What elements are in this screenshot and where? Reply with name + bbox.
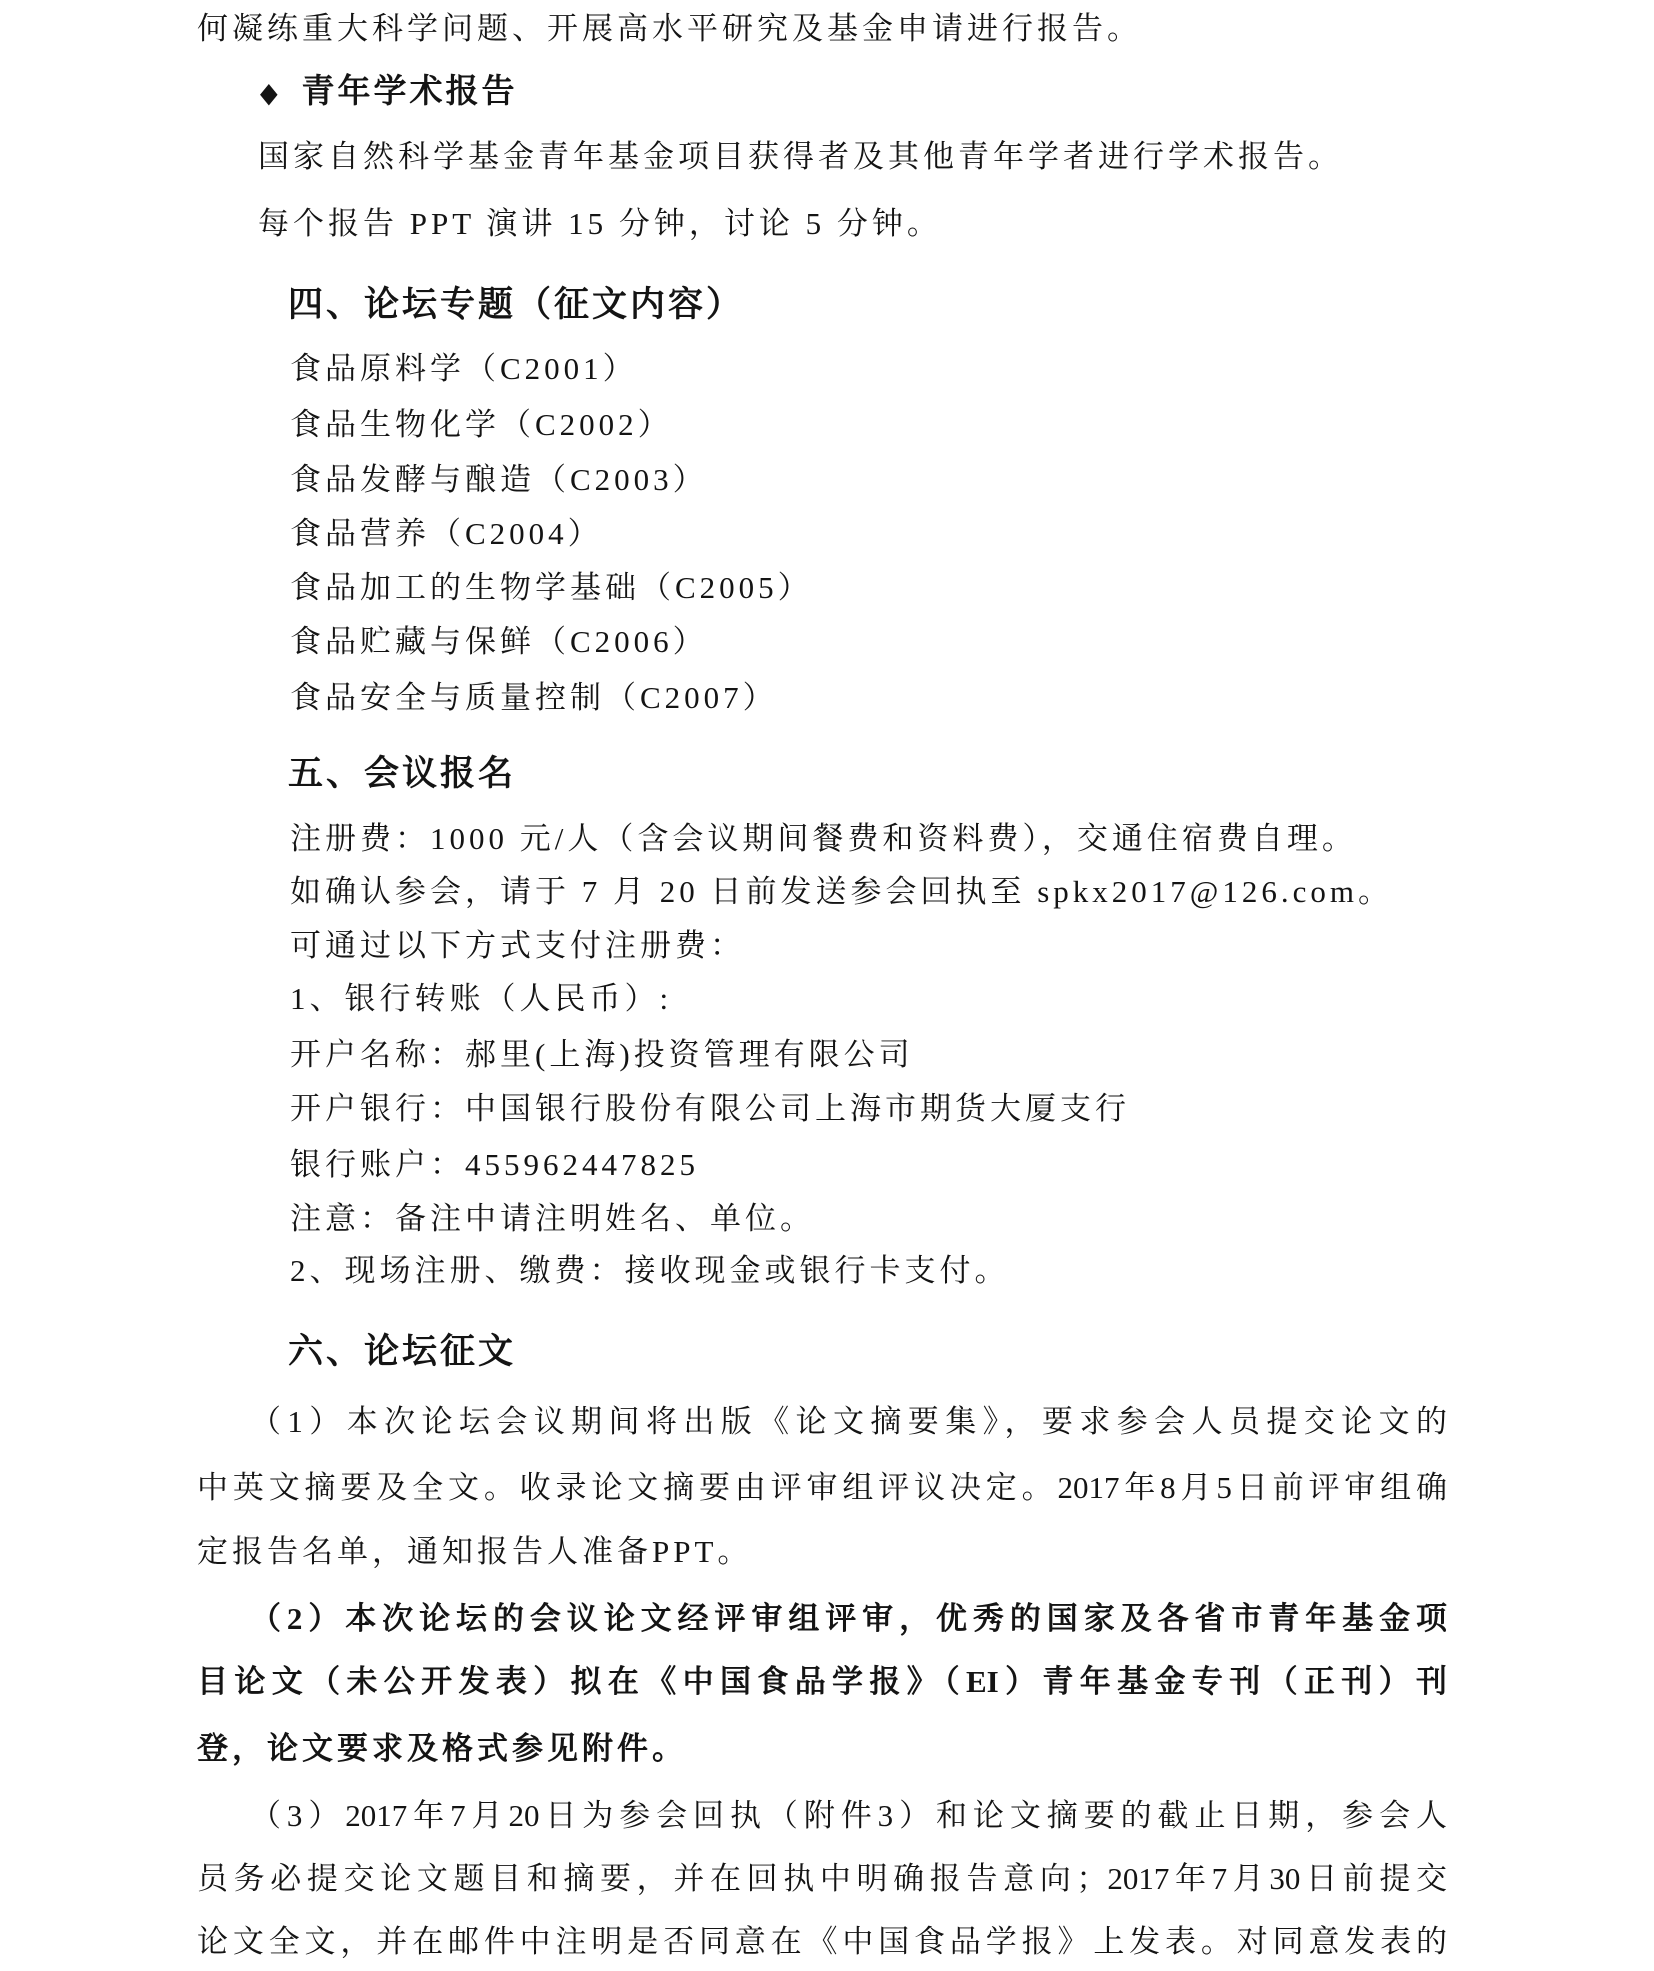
topic-item: 食品营养（C2004） <box>290 516 603 551</box>
intro-line: 何凝练重大科学问题、开展高水平研究及基金申请进行报告。 <box>197 11 1142 46</box>
bullet-heading <box>258 72 518 113</box>
bullet-body-line: 国家自然科学基金青年基金项目获得者及其他青年学者进行学术报告。 <box>258 139 1343 174</box>
topic-item: 食品发酵与酿造（C2003） <box>290 462 708 497</box>
section-heading-6: 六、论坛征文 <box>288 1332 517 1371</box>
bullet-body-line: 每个报告 PPT 演讲 15 分钟，讨论 5 分钟。 <box>258 206 942 241</box>
payment-intro-line: 可通过以下方式支付注册费： <box>290 928 745 963</box>
para2-line: 目论文（未公开发表）拟在《中国食品学报》（EI）青年基金专刊（正刊）刊 <box>197 1664 1447 1699</box>
para3-line: （3）2017年7月20日为参会回执（附件3）和论文摘要的截止日期，参会人 <box>250 1798 1447 1833</box>
topic-item: 食品贮藏与保鲜（C2006） <box>290 624 708 659</box>
remark-note-line: 注意：备注中请注明姓名、单位。 <box>290 1201 815 1236</box>
bank-branch-line: 开户银行：中国银行股份有限公司上海市期货大厦支行 <box>290 1091 1130 1126</box>
para1-line: 中英文摘要及全文。收录论文摘要由评审组评议决定。2017年8月5日前评审组确 <box>197 1470 1447 1505</box>
topic-item: 食品安全与质量控制（C2007） <box>290 680 778 715</box>
para2-line: 登，论文要求及格式参见附件。 <box>197 1731 687 1766</box>
bank-transfer-line: 1、银行转账（人民币）: <box>290 981 673 1016</box>
topic-item: 食品生物化学（C2002） <box>290 407 673 442</box>
para1-line: （1）本次论坛会议期间将出版《论文摘要集》，要求参会人员提交论文的 <box>250 1404 1447 1439</box>
para3-line: 员务必提交论文题目和摘要，并在回执中明确报告意向；2017年7月30日前提交 <box>197 1861 1447 1896</box>
bullet-heading-label: 青年学术报告 <box>301 74 518 110</box>
diamond-bullet-icon: ◆ <box>259 76 278 109</box>
topic-item: 食品加工的生物学基础（C2005） <box>290 570 813 605</box>
registration-email-line: 如确认参会，请于 7 月 20 日前发送参会回执至 spkx2017@126.com。 <box>290 874 1393 909</box>
para2-line: （2）本次论坛的会议论文经评审组评审，优秀的国家及各省市青年基金项 <box>250 1601 1447 1636</box>
para3-line: 论文全文，并在邮件中注明是否同意在《中国食品学报》上发表。对同意发表的 <box>197 1924 1447 1959</box>
section-heading-5: 五、会议报名 <box>288 754 517 793</box>
registration-fee-line: 注册费：1000 元/人（含会议期间餐费和资料费），交通住宿费自理。 <box>290 821 1357 856</box>
onsite-payment-line: 2、现场注册、缴费：接收现金或银行卡支付。 <box>290 1253 1010 1288</box>
section-heading-4: 四、论坛专题（征文内容） <box>288 285 745 324</box>
para1-line: 定报告名单，通知报告人准备PPT。 <box>197 1534 753 1569</box>
bank-account-line: 银行账户：455962447825 <box>290 1147 699 1182</box>
account-name-line: 开户名称：郝里(上海)投资管理有限公司 <box>290 1037 914 1072</box>
topic-item: 食品原料学（C2001） <box>290 351 638 386</box>
